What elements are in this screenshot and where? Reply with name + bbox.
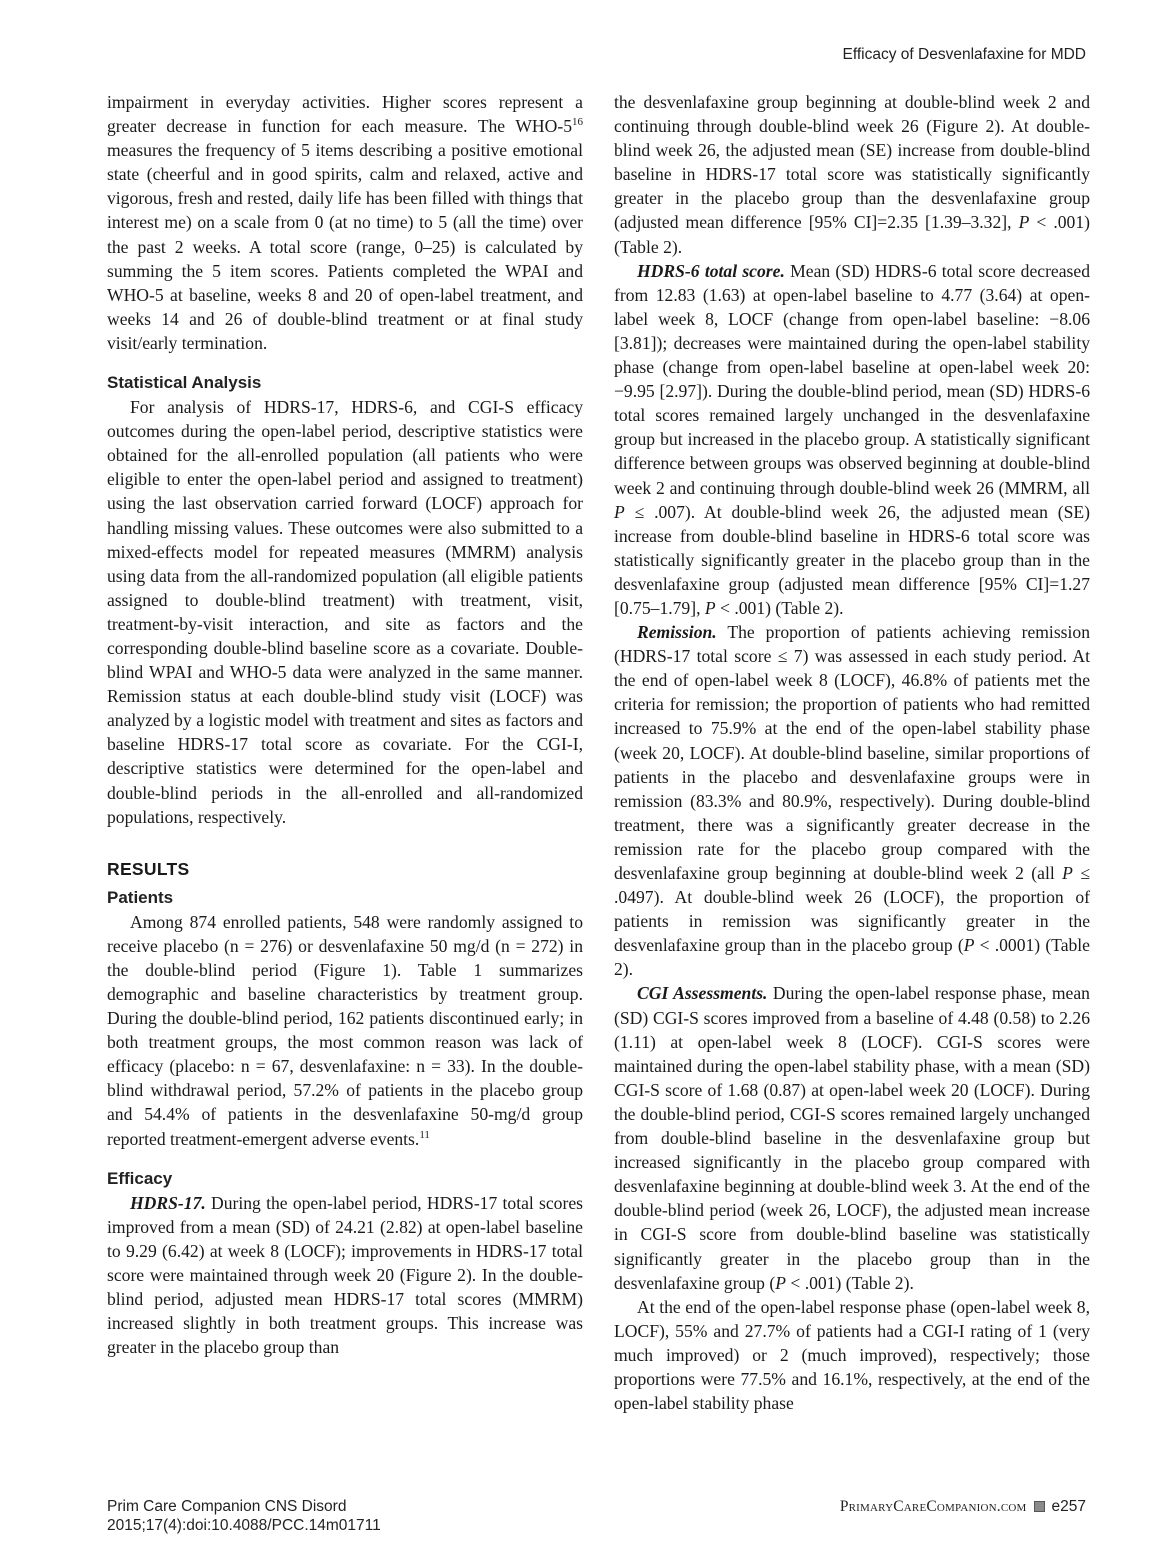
- paragraph-hdrs17-continued: the desvenlafaxine group beginning at double-blind week 2 and continuing through double-blind week 26 (Figure 2). At double-blind week 26, the adjusted mean (SE) increase from double-blind baseline in HDRS-17 total score was statistically significantly greater in the placebo group than the desvenlafaxine group (adjusted mean difference [95% CI]=2.35 [1.39–3.32], P < .001) (Table 2).: [614, 92, 1090, 257]
- paragraph-remission: Remission. The proportion of patients achieving remission (HDRS-17 total score ≤ 7) was assessed in each study period. At the end of open-label week 8 (LOCF), 46.8% of patients met the criteria for remission; the proportion of patients who had remitted increased to 75.9% at the end of the open-label stability phase (week 20, LOCF). At double-blind baseline, similar proportions of patients in the placebo and desvenlafaxine groups were in remission (83.3% and 80.9%, respectively). During double-blind treatment, there was a significantly greater decrease in the remission rate for the placebo group compared with the desvenlafaxine group beginning at double-blind week 2 (all P ≤ .0497). At double-blind week 26 (LOCF), the proportion of patients in remission was significantly greater in the desvenlafaxine group than in the placebo group (P < .0001) (Table 2).: [614, 622, 1090, 980]
- page-number: e257: [1051, 1498, 1086, 1515]
- heading-results: RESULTS: [107, 858, 190, 879]
- paragraph-hdrs17: HDRS-17. During the open-label period, HDRS-17 total scores improved from a mean (SD) of 24.21 (2.82) at open-label baseline to 9.29 (6.42) at week 8 (LOCF); improvements in HDRS-17 total score were maintained through week 20 (Figure 2). In the double-blind period, adjusted mean HDRS-17 total scores (MMRM) increased slightly in both treatment groups. This increase was greater in the placebo group than: [107, 1192, 583, 1358]
- left-column: [107, 90, 583, 1359]
- footer-website-link[interactable]: PrimaryCareCompanion.com: [839, 1498, 1027, 1515]
- footer-journal-name: Prim Care Companion CNS Disord: [107, 1498, 347, 1515]
- footer-citation: [107, 1497, 381, 1535]
- footer-doi: 2015;17(4):doi:10.4088/PCC.14m01711: [107, 1517, 381, 1534]
- footer-page-info: [840, 1497, 1086, 1516]
- square-bullet-icon: [1034, 1501, 1045, 1512]
- heading-patients: Patients: [107, 887, 174, 907]
- paragraph-cgi-i: At the end of the open-label response phase (open-label week 8, LOCF), 55% and 27.7% of patients had a CGI-I rating of 1 (very much improved) or 2 (much improved), respectively; those proportions were 77.5% and 16.1%, respectively, at the end of the open-label stability phase: [614, 1296, 1090, 1414]
- running-title: Efficacy of Desvenlafaxine for MDD: [842, 46, 1086, 63]
- heading-efficacy: Efficacy: [107, 1168, 173, 1188]
- heading-statistical-analysis: Statistical Analysis: [107, 373, 262, 393]
- paragraph-hdrs6: HDRS-6 total score. Mean (SD) HDRS-6 total score decreased from 12.83 (1.63) at open-label baseline to 4.77 (3.64) at open-label week 8, LOCF (change from open-label baseline: −8.06 [3.81]); decreases were maintained during the open-label stability phase (change from open-label baseline at open-label week 20: −9.95 [2.97]). During the double-blind period, mean (SD) HDRS-6 total scores remained largely unchanged in the desvenlafaxine group but increased in the placebo group. A statistically significant difference between groups was observed beginning at double-blind week 2 and continuing through double-blind week 26 (MMRM, all P ≤ .007). At double-blind week 26, the adjusted mean (SE) increase from double-blind baseline in HDRS-6 total score was statistically significantly greater in the placebo group than in the desvenlafaxine group (adjusted mean difference [95% CI]=1.27 [0.75–1.79], P < .001) (Table 2).: [614, 260, 1090, 618]
- paragraph-intro: impairment in everyday activities. Higher scores represent a greater decrease in function for each measure. The WHO-$5^{16}$ measures the frequency of 5 items describing a positive emotional state (cheerful and in good spirits, calm and relaxed, active and vigorous, fresh and rested, daily life has been filled with things that interest me) on a scale from 0 (at no time) to 5 (all the time) over the past 2 weeks. A total score (range, 0–25) is calculated by summing the 5 item scores. Patients completed the WPAI and WHO-5 at baseline, weeks 8 and 20 of open-label treatment, and weeks 14 and 26 of double-blind treatment or at final study visit/early termination.: [107, 92, 583, 353]
- right-column: [614, 90, 1090, 1415]
- paragraph-cgi-assessments: CGI Assessments. During the open-label response phase, mean (SD) CGI-S scores improved from a baseline of 4.48 (0.58) to 2.26 (1.11) at open-label week 8 (LOCF). CGI-S scores were maintained during the open-label stability phase, with a mean (SD) CGI-S score of 1.68 (0.87) at open-label week 20 (LOCF). During the double-blind period, CGI-S scores remained largely unchanged from double-blind baseline in the desvenlafaxine group but increased significantly in the placebo group compared with desvenlafaxine beginning at double-blind week 3. At the end of the double-blind period (week 26, LOCF), the adjusted mean increase in CGI-S score from double-blind baseline was statistically significantly greater in the placebo group than in the desvenlafaxine group (P < .001) (Table 2).: [614, 983, 1090, 1293]
- paragraph-statistical-analysis: For analysis of HDRS-17, HDRS-6, and CGI-S efficacy outcomes during the open-label period, descriptive statistics were obtained for the all-enrolled population (all patients who were eligible to enter the open-label period and assigned to treatment) using the last observation carried forward (LOCF) approach for handling missing values. These outcomes were also submitted to a mixed-effects model for repeated measures (MMRM) analysis using data from the all-randomized population (all eligible patients assigned to double-blind treatment) with treatment, visit, treatment-by-visit interaction, and site as factors and the corresponding double-blind baseline score as a covariate. Double-blind WPAI and WHO-5 data were analyzed in the same manner. Remission status at each double-blind study visit (LOCF) was analyzed by a logistic model with treatment and sites as factors and baseline HDRS-17 total score as covariate. For the CGI-I, descriptive statistics were determined for the open-label and double-blind periods in the all-enrolled and all-randomized populations, respectively.: [107, 397, 583, 827]
- paragraph-patients: Among 874 enrolled patients, 548 were randomly assigned to receive placebo (n = 276) or desvenlafaxine 50 mg/d (n = 272) in the double-blind period (Figure 1). Table 1 summarizes demographic and baseline characteristics by treatment group. During the double-blind period, 162 patients discontinued early; in both treatment groups, the most common reason was lack of efficacy (placebo: n = 67, desvenlafaxine: n = 33). In the double-blind withdrawal period, 57.2% of patients in the placebo group and 54.4% of patients in the desvenlafaxine 50-mg/d group reported treatment-emergent adverse events.$^{11}$: [107, 911, 583, 1149]
